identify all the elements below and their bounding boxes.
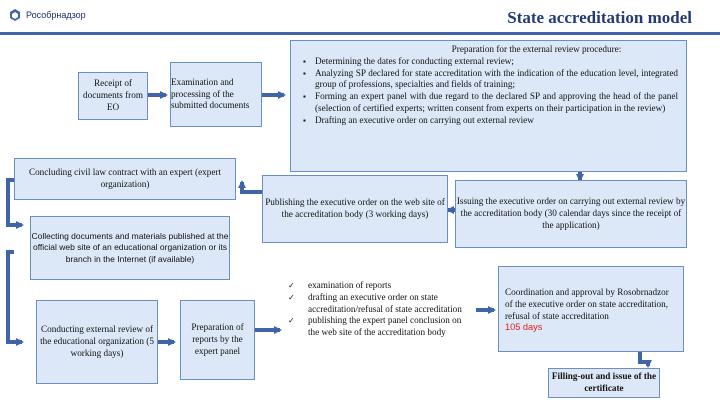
preparation-item: ▪ Analyzing SP declared for state accreditation with the indication of the education level, integrated group of professions, specialties and fields of training; <box>315 68 678 92</box>
reports-box <box>180 300 255 380</box>
contract-text: Concluding civil law contract with an expert (expert organization) <box>28 167 222 189</box>
preparation-item: ▪ Determining the dates for conducting external review; <box>315 56 678 68</box>
issuing-box <box>455 180 687 248</box>
receipt-box <box>78 72 148 120</box>
arrow-coordination-to-filling <box>640 352 648 366</box>
coordination-text: Coordination and approval by Rosobrnadzor of the executive order on state accreditation, refusal of state accreditation <box>505 287 669 321</box>
coordination-box <box>498 266 684 352</box>
collecting-text: Collecting documents and materials published at the official web site of an educational organization or its branch in the Internet (if available) <box>31 230 229 264</box>
filling-box <box>548 368 660 398</box>
checklist-item: ✓ drafting an executive order on state accreditation/refusal of state accreditation <box>308 292 472 316</box>
examination-text: Examination and processing of the submitted documents <box>171 76 250 111</box>
conducting-text: Conducting external review of the educational organization (5 working days) <box>40 324 154 358</box>
page-title: State accreditation model <box>507 8 692 27</box>
arrow-collecting-to-conducting <box>8 252 22 342</box>
preparation-item: ▪ Drafting an executive order on carrying out external review <box>315 115 678 127</box>
logo-text: Рособрнадзор <box>26 10 86 20</box>
reports-text: Preparation of reports by the expert panel <box>191 322 244 356</box>
checklist-item: ✓ publishing the expert panel conclusion on the web site of the accreditation body <box>308 315 472 339</box>
checklist-item: ✓ examination of reports <box>308 280 472 292</box>
contract-box <box>14 158 236 200</box>
preparation-list <box>299 56 678 127</box>
checklist-list <box>286 280 472 339</box>
coordination-days: 105 days <box>505 322 543 333</box>
conducting-box <box>36 300 158 384</box>
filling-text: Filling-out and issue of the certificate <box>551 371 657 393</box>
publishing-box <box>262 175 448 243</box>
collecting-box <box>30 216 230 280</box>
checklist-box <box>282 278 476 368</box>
examination-box <box>170 62 262 127</box>
preparation-box <box>290 40 687 172</box>
preparation-title: Preparation for the external review procedure: <box>451 44 622 54</box>
issuing-text: Issuing the executive order on carrying out external review by the accreditation body (30 calendar days since the receipt of the application) <box>456 196 686 230</box>
receipt-text: Receipt of documents from EO <box>83 78 143 112</box>
publishing-text: Publishing the executive order on the web site of the accreditation body (3 working days) <box>265 197 445 219</box>
arrow-publishing-to-contract <box>242 182 262 192</box>
preparation-item: ▪ Forming an expert panel with due regard to the declared SP and approving the head of the panel (selection of certified experts; written consent from experts on their participation in the review) <box>315 91 678 115</box>
